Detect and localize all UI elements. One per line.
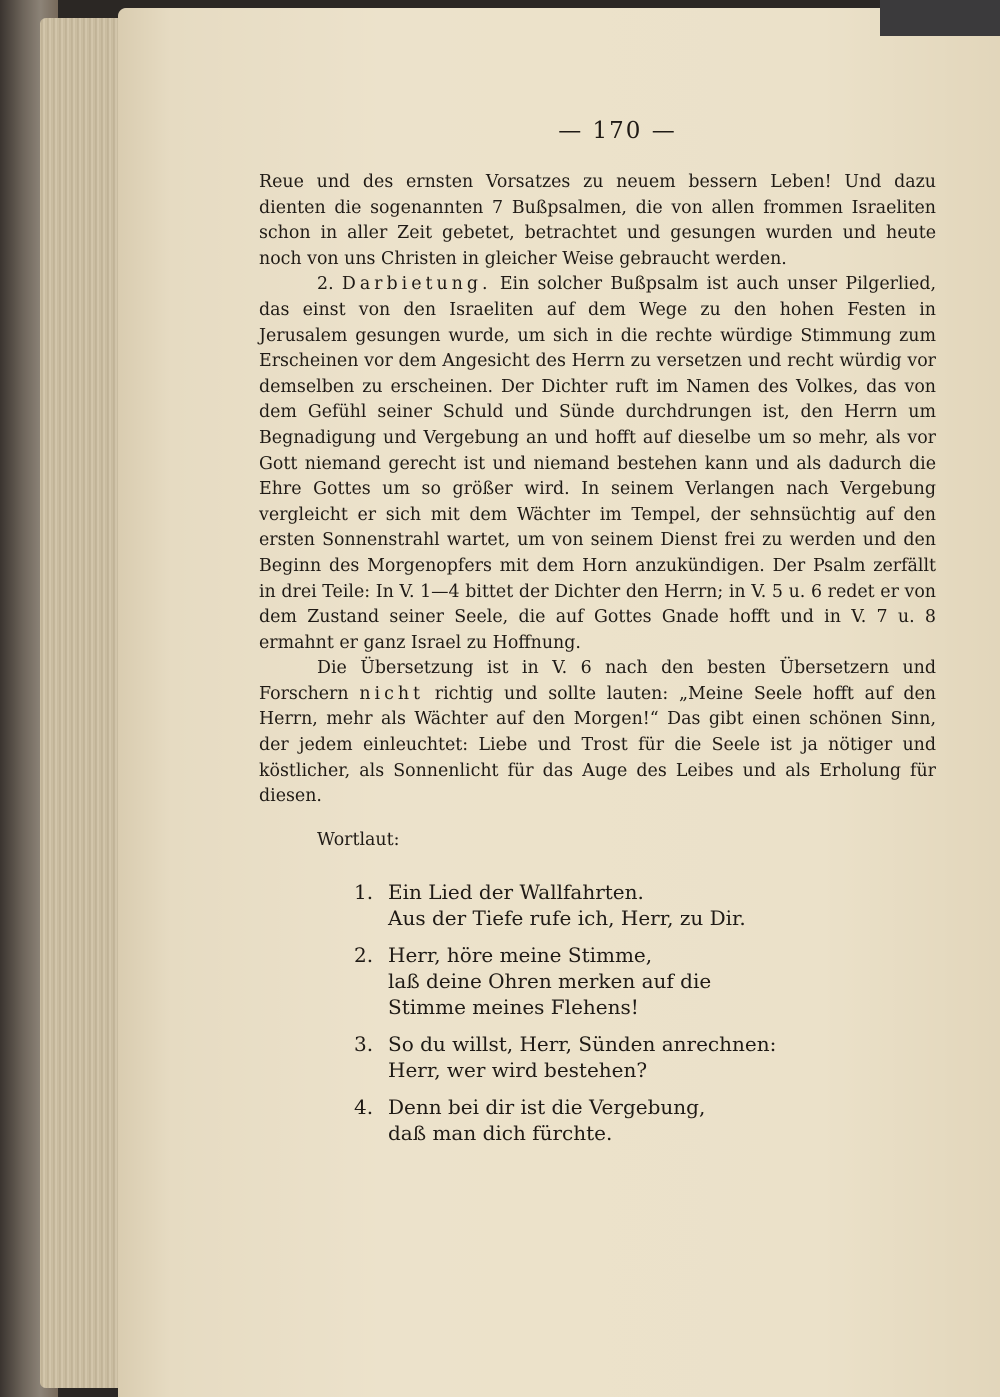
verse-item [354, 1031, 936, 1083]
verse-line: Herr, höre meine Stimme, [388, 943, 653, 968]
intro-paragraph: Reue und des ernsten Vorsatzes zu neuem bessern Leben! Und dazu dienten die sogenannten 7 Bußpsalmen, die von allen frommen Israeliten schon in aller Zeit gebetet, betrachtet und gesungen wurden und heute noch von uns Christen in gleicher Weise gebraucht werden. [259, 172, 936, 269]
wortlaut-label: Wortlaut: [317, 829, 400, 850]
verse-line: Herr, wer wird bestehen? [388, 1058, 648, 1083]
verse-line: Stimme meines Flehens! [388, 995, 639, 1020]
verse-item [354, 942, 936, 1020]
verse-line: Aus der Tiefe rufe ich, Herr, zu Dir. [388, 906, 746, 931]
translation-paragraph [259, 656, 936, 810]
section-paragraph [259, 272, 936, 656]
verse-lines [388, 1031, 776, 1083]
psalm-verses [354, 879, 936, 1146]
verse-line: laß deine Ohren merken auf die [388, 969, 712, 994]
section-text: Ein solcher Bußpsalm ist auch unser Pilgerlied, das einst von den Israeliten auf dem Wege zu den hohen Festen in Jerusalem gesungen wurde, um sich in die rechte würdige Stimmung zum Erscheinen vor dem Angesicht des Herrn zu versetzen und recht würdig vor demselben zu erscheinen. Der Dichter ruft im Namen des Volkes, das von dem Gefühl seiner Schuld und Sünde durchdrungen ist, den Herrn um Begnadigung und Vergebung an und hofft auf dieselbe um so mehr, als vor Gott niemand gerecht ist und niemand bestehen kann und als dadurch die Ehre Gottes um so größer wird. In seinem Verlangen nach Vergebung vergleicht er sich mit dem Wächter im Tempel, der sehnsüchtig auf den ersten Sonnenstrahl wartet, um von seinem Dienst frei zu werden und den Beginn des Morgenopfers mit dem Horn anzukündigen. Der Psalm zerfällt in drei Teile: In V. 1—4 bittet der Dichter den Herrn; in V. 5 u. 6 redet er von dem Zustand seiner Seele, die auf Gottes Gnade hofft und in V. 7 u. 8 ermahnt er ganz Israel zu Hoffnung. [259, 274, 937, 653]
verse-number: 2. [354, 943, 374, 968]
verse-lines [388, 879, 746, 931]
verse-line: daß man dich fürchte. [388, 1121, 613, 1146]
verse-line: So du willst, Herr, Sünden anrechnen: [388, 1032, 777, 1057]
verse-lines [388, 1094, 705, 1146]
verse-number: 4. [354, 1095, 374, 1120]
page-content [259, 118, 936, 1157]
page-number: — 170 — [558, 118, 677, 144]
section-heading: Darbietung. [341, 274, 492, 295]
translation-text-after: richtig und sollte lauten: „Meine Seele hofft auf den Herrn, mehr als Wächter auf den Morgen!“ Das gibt einen schönen Sinn, der jedem einleuchtet: Liebe und Trost für die Seele ist ja nötiger und köstlicher, als Sonnenlicht für das Auge des Leibes und als Erholung für diesen. [259, 683, 937, 807]
verse-number: 1. [354, 880, 374, 905]
section-number: 2. [317, 274, 334, 295]
verse-line: Denn bei dir ist die Vergebung, [388, 1095, 706, 1120]
cover-cloth [880, 0, 1000, 36]
verse-number: 3. [354, 1032, 374, 1057]
translation-text-before: Die Übersetzung ist in V. 6 nach den besten Übersetzern und Forschern [259, 658, 936, 704]
verse-lines [388, 942, 711, 1020]
verse-item [354, 879, 936, 931]
verse-item [354, 1094, 936, 1146]
verse-line: Ein Lied der Wallfahrten. [388, 880, 644, 905]
translation-emphasis: nicht [359, 683, 425, 704]
